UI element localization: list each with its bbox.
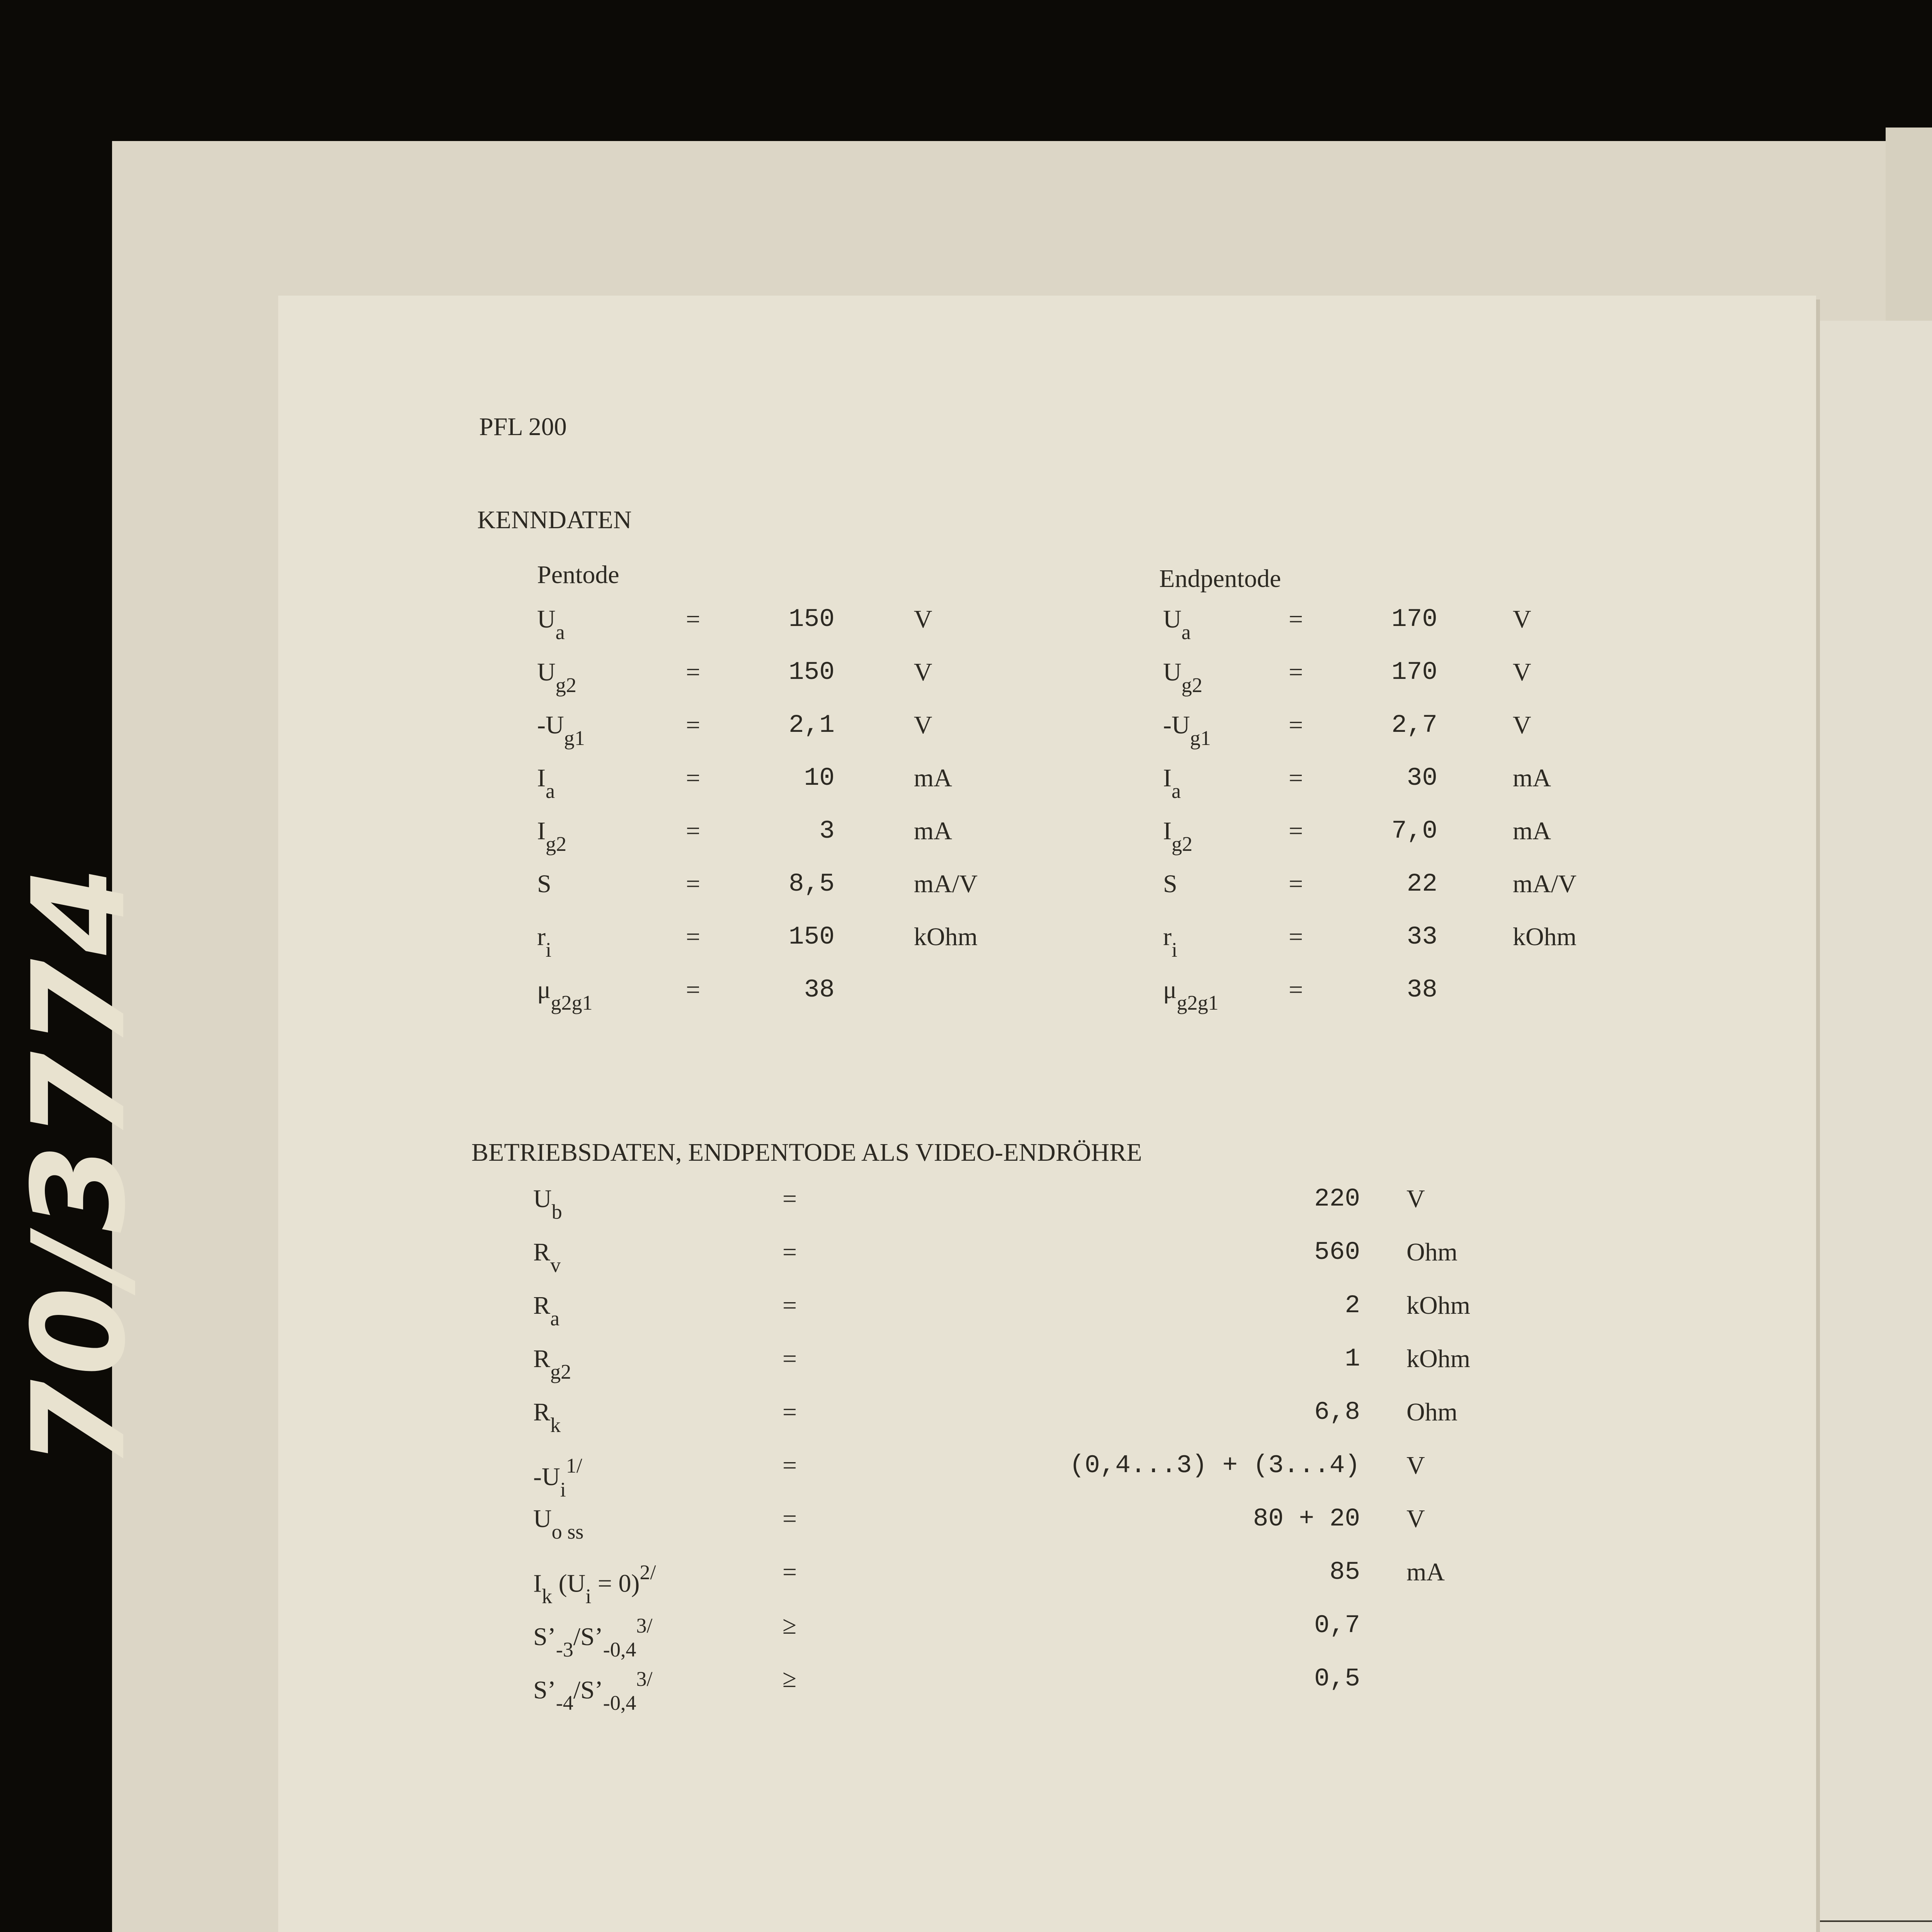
equals-sign: = [1289,764,1303,792]
parameter-value: 8,5 [789,869,835,898]
equals-sign: = [1289,870,1303,898]
parameter-value: 10 [804,764,835,793]
equals-sign: = [686,923,701,951]
parameter-symbol: $U_b$ [533,1185,562,1223]
parameter-value: 560 [1314,1238,1360,1267]
relation-sign: = [782,1345,797,1373]
equals-sign: = [686,605,701,633]
parameter-symbol: $R_v$ [533,1238,561,1277]
parameter-symbol: $I_a$ [1163,764,1181,803]
parameter-symbol: $-U_{g1}$ [1163,711,1211,750]
parameter-symbol: $U_a$ [1163,605,1191,644]
parameter-symbol: $U_{o ss}$ [533,1505,584,1543]
parameter-symbol: $I_k$ $(U_i = 0)^{2/}$ [533,1561,656,1608]
parameter-symbol: $I_{g2}$ [537,817,567,855]
parameter-symbol: S [1163,870,1177,898]
parameter-unit: V [914,711,932,739]
betriebsdaten-title: BETRIEBSDATEN, ENDPENTODE ALS VIDEO-ENDRÖHRE [471,1138,1142,1167]
parameter-unit: mA [1406,1558,1445,1586]
parameter-symbol: $U_{g2}$ [537,658,577,697]
parameter-value: 0,7 [1314,1611,1360,1640]
parameter-value: 1 [1345,1344,1360,1373]
parameter-symbol: $I_{g2}$ [1163,817,1193,855]
parameter-value: 150 [789,922,835,951]
parameter-value: 0,5 [1314,1664,1360,1693]
endpentode-heading: Endpentode [1159,565,1281,593]
parameter-symbol: $S’_{-4}/S’_{-0,4}^{3/}$ [533,1667,653,1715]
parameter-unit: Ohm [1406,1238,1458,1266]
relation-sign: = [782,1451,797,1480]
relation-sign: = [782,1505,797,1533]
parameter-value: 170 [1391,605,1437,634]
parameter-unit: mA/V [1513,870,1577,898]
parameter-unit: V [914,658,932,686]
equals-sign: = [686,658,701,686]
parameter-unit: V [1406,1451,1425,1480]
parameter-symbol: $U_a$ [537,605,565,644]
parameter-unit: V [1513,658,1531,686]
equals-sign: = [1289,817,1303,845]
parameter-unit: kOhm [1406,1345,1470,1373]
equals-sign: = [1289,605,1303,633]
parameter-symbol: $R_a$ [533,1291,560,1330]
parameter-value: 2,7 [1391,711,1437,740]
parameter-unit: V [1406,1505,1425,1533]
parameter-unit: mA [914,817,952,845]
parameter-value: 7,0 [1391,816,1437,845]
equals-sign: = [686,870,701,898]
relation-sign: ≥ [782,1611,797,1639]
document-page [278,296,1816,1932]
relation-sign: ≥ [782,1665,797,1693]
equals-sign: = [686,817,701,845]
parameter-symbol: $R_{g2}$ [533,1345,571,1383]
parameter-value: 38 [1406,975,1437,1004]
parameter-symbol: $r_i$ [537,923,552,961]
relation-sign: = [782,1238,797,1266]
parameter-value: 220 [1314,1184,1360,1213]
parameter-symbol: $I_a$ [537,764,555,803]
parameter-value: 170 [1391,658,1437,687]
parameter-value: 3 [819,816,835,845]
parameter-value: 33 [1406,922,1437,951]
parameter-unit: mA [1513,817,1551,845]
parameter-unit: kOhm [1513,923,1577,951]
parameter-value: 150 [789,605,835,634]
parameter-unit: mA [914,764,952,792]
parameter-symbol: $\mu_{g2g1}$ [1163,976,1219,1014]
equals-sign: = [1289,658,1303,686]
page-header: PFL 200 [479,413,567,441]
frame-top-shadow [1886,58,1932,128]
relation-sign: = [782,1558,797,1586]
equals-sign: = [686,711,701,739]
parameter-unit: V [1513,605,1531,633]
parameter-value: 80 + 20 [1253,1504,1360,1533]
parameter-value: 6,8 [1314,1398,1360,1427]
pentode-heading: Pentode [537,561,619,589]
film-edge-number: 70/3774 [5,862,153,1468]
equals-sign: = [1289,923,1303,951]
parameter-symbol: $r_i$ [1163,923,1178,961]
parameter-symbol: $\mu_{g2g1}$ [537,976,593,1014]
parameter-unit: V [914,605,932,633]
parameter-unit: Ohm [1406,1398,1458,1426]
parameter-value: 38 [804,975,835,1004]
parameter-value: 30 [1406,764,1437,793]
parameter-symbol: $U_{g2}$ [1163,658,1202,697]
parameter-value: 2,1 [789,711,835,740]
parameter-unit: mA/V [914,870,978,898]
equals-sign: = [686,976,701,1004]
parameter-symbol: $-U_{g1}$ [537,711,585,750]
parameter-unit: kOhm [1406,1291,1470,1320]
parameter-symbol: S [537,870,551,898]
parameter-symbol: $R_k$ [533,1398,561,1437]
parameter-symbol: $S’_{-3}/S’_{-0,4}^{3/}$ [533,1614,653,1662]
kenndaten-title: KENNDATEN [477,506,632,534]
parameter-unit: V [1406,1185,1425,1213]
equals-sign: = [1289,976,1303,1004]
adjacent-footnote-rule [1804,1920,1932,1922]
parameter-value: 2 [1345,1291,1360,1320]
equals-sign: = [686,764,701,792]
parameter-unit: mA [1513,764,1551,792]
parameter-value: 85 [1329,1558,1360,1587]
relation-sign: = [782,1398,797,1426]
relation-sign: = [782,1185,797,1213]
parameter-symbol: $-U_i^{1/}$ [533,1454,582,1502]
parameter-value: (0,4...3) + (3...4) [1069,1451,1360,1480]
parameter-unit: V [1513,711,1531,739]
relation-sign: = [782,1291,797,1320]
equals-sign: = [1289,711,1303,739]
parameter-value: 150 [789,658,835,687]
parameter-value: 22 [1406,869,1437,898]
parameter-unit: kOhm [914,923,978,951]
